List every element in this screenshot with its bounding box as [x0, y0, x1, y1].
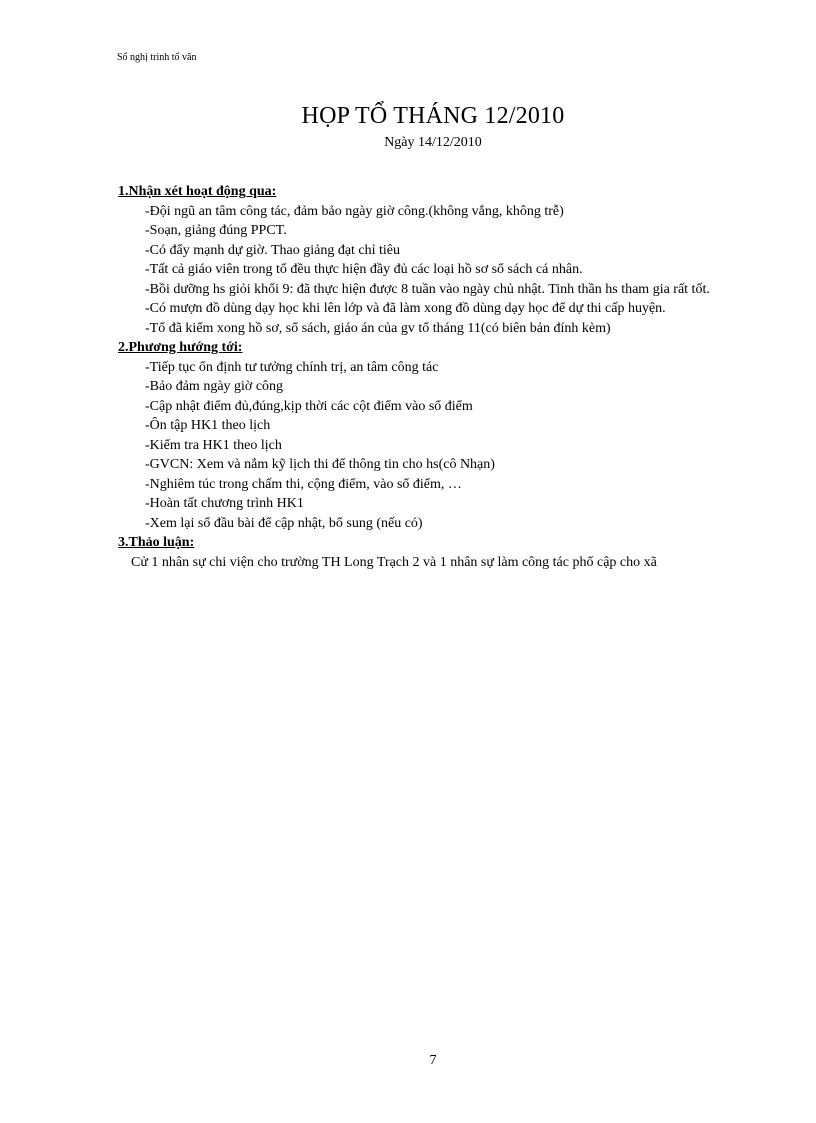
list-item: -Đội ngũ an tâm công tác, đảm bảo ngày giờ công.(không vắng, không trễ)	[145, 203, 564, 219]
list-item: -Tổ đã kiểm xong hồ sơ, sổ sách, giáo án của gv tổ tháng 11(có biên bản đính kèm)	[145, 320, 611, 336]
list-item: -Ôn tập HK1 theo lịch	[145, 418, 271, 433]
list-item: -Bảo đảm ngày giờ công	[145, 379, 284, 394]
list-item: -Hoàn tất chương trình HK1	[145, 496, 304, 511]
list-item: -Kiểm tra HK1 theo lịch	[145, 437, 282, 453]
list-item: -Nghiêm túc trong chấm thi, cộng điểm, vào sổ điểm, …	[145, 476, 462, 492]
list-item: -Xem lại sổ đầu bài để cập nhật, bổ sung (nếu có)	[145, 515, 423, 531]
list-item: -Tất cả giáo viên trong tổ đều thực hiện đầy đủ các loại hồ sơ sổ sách cá nhân.	[145, 262, 583, 277]
section-heading-discussion: 3.Thảo luận:	[118, 535, 195, 550]
list-item: -Soạn, giảng đúng PPCT.	[145, 223, 287, 238]
document-title: HỌP TỔ THÁNG 12/2010	[301, 103, 565, 129]
section-heading-review: 1.Nhận xét hoạt động qua:	[118, 184, 277, 199]
list-item: -Có đẩy mạnh dự giờ. Thao giảng đạt chỉ tiêu	[145, 242, 401, 258]
meeting-date: Ngày 14/12/2010	[384, 135, 482, 150]
list-item: -Bồi dưỡng hs giỏi khối 9: đã thực hiện được 8 tuần vào ngày chủ nhật. Tinh thần hs tham gia rất tốt.	[145, 281, 710, 297]
discussion-paragraph: Cử 1 nhân sự chi viện cho trường TH Long Trạch 2 và 1 nhân sự làm công tác phổ cập cho xã	[131, 554, 657, 570]
list-item: -Có mượn đồ dùng dạy học khi lên lớp và đã làm xong đồ dùng dạy học để dự thi cấp huyện.	[145, 301, 666, 316]
running-header: Sổ nghị trình tổ văn	[117, 52, 197, 63]
list-item: -Tiếp tục ổn định tư tưởng chính trị, an tâm công tác	[145, 359, 439, 375]
section-heading-direction: 2.Phương hướng tới:	[118, 340, 243, 355]
page-number: 7	[429, 1053, 437, 1068]
document-body	[118, 182, 748, 572]
list-item: -GVCN: Xem và nắm kỹ lịch thi để thông tin cho hs(cô Nhạn)	[145, 457, 495, 472]
list-item: -Cập nhật điểm đủ,đúng,kịp thời các cột điểm vào sổ điểm	[145, 398, 473, 414]
